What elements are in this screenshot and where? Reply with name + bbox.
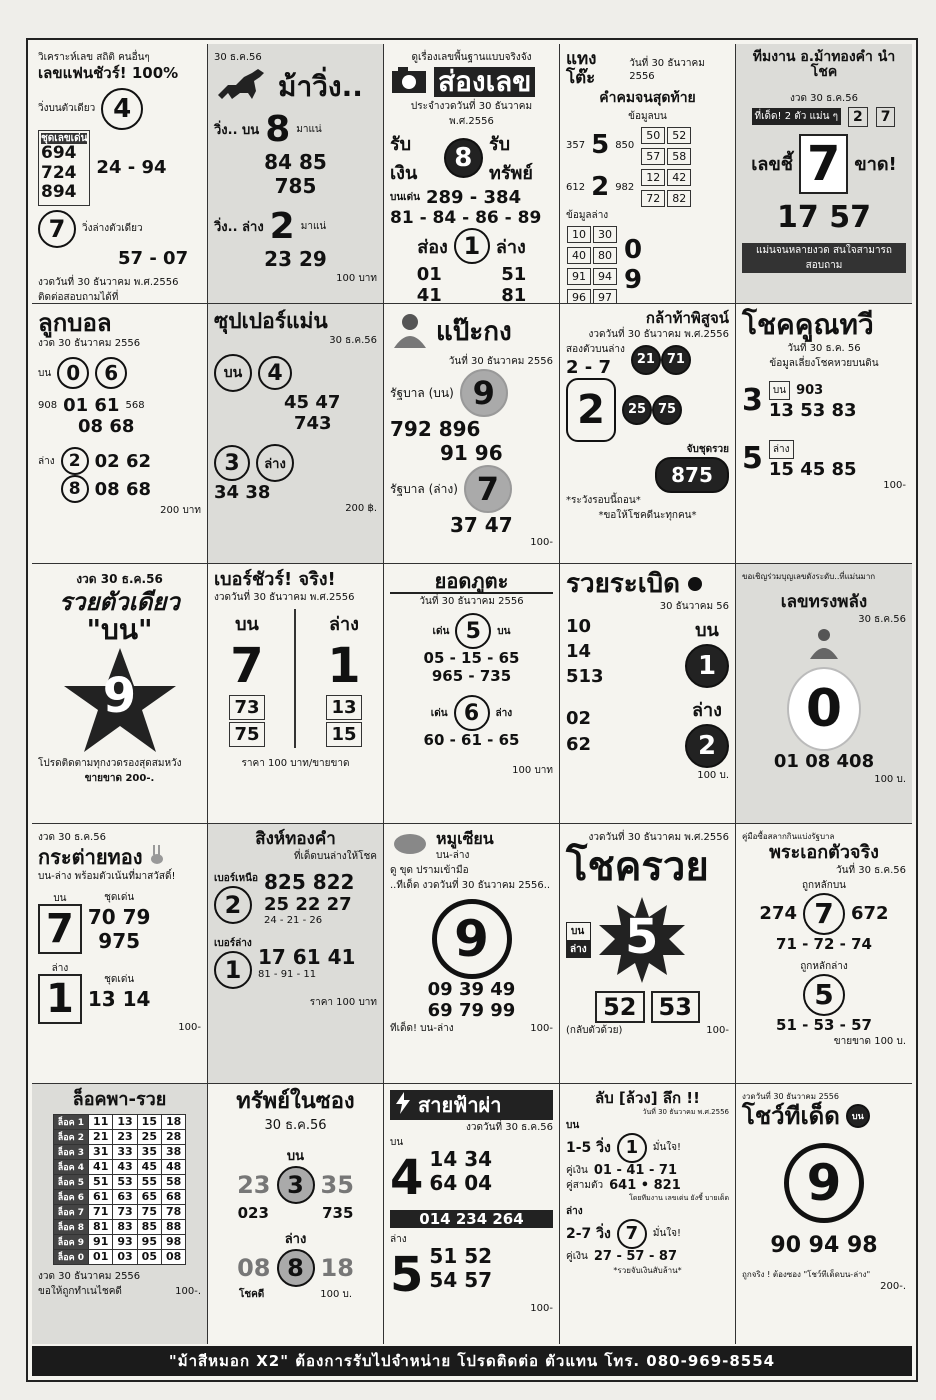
table-cell: 98 (161, 1234, 185, 1249)
card-title: โชคคูณทวี (742, 308, 874, 341)
card-title: สิงห์ทองคำ (255, 829, 336, 849)
label: วิ่งบนตัวเดียว (38, 103, 96, 114)
table-row (53, 1129, 186, 1144)
table-cell: 95 (137, 1234, 161, 1249)
lock-table (53, 1114, 187, 1265)
tip-card-18: หมูเซียน บน-ล่าง ดู ขุด ปรามเข้ามือ ..ทีเด็ด งวดวันที่ 30 ธันวาคม 2556.. 9 09 39 49 69 79 99 ทีเด็ด! บน-ล่าง 100- (384, 824, 560, 1084)
tip-card-14: รวยระเบิด 30 ธันวาคม 56 10 14 513 บน 1 02 62 ล่าง 2 100 บ. (560, 564, 736, 824)
camera-icon (390, 65, 428, 99)
table-cell: 53 (113, 1174, 137, 1189)
table-cell: 35 (137, 1144, 161, 1159)
table-cell: 01 (89, 1249, 113, 1264)
number-circle: 7 (38, 210, 76, 248)
magnifier-label: ล่าง (256, 444, 294, 482)
table-cell: 85 (137, 1219, 161, 1234)
tip-card-7: ซุปเปอร์แม่น 30 ธ.ค.56 บน 4 45 47 743 3 ล่าง 34 38 200 ฿. (208, 304, 384, 564)
number-set: ชุดเลขเด่น 694 724 894 (38, 130, 90, 206)
card-title: ทรัพย์ในซอง (236, 1089, 355, 1114)
pair: 24 - 94 (96, 157, 167, 179)
table-row (53, 1234, 186, 1249)
card-title: สายฟ้าผ่า (418, 1093, 502, 1117)
table-cell: 13 (113, 1114, 137, 1129)
card-title: ทีมงาน อ.ม้าทองคำ นำโชค (752, 49, 896, 81)
table-cell: 18 (161, 1114, 185, 1129)
meditation-icon (804, 627, 844, 667)
tip-card-11: งวด 30 ธ.ค.56 รวยตัวเดียว "บน" 9 โปรดติดตามทุกงวดรองสุดสมหวัง ขายขาด 200-. (32, 564, 208, 824)
table-cell: 15 (137, 1114, 161, 1129)
tip-card-12: เบอร์ชัวร์! จริง! งวดวันที่ 30 ธันวาคม พ.ศ.2556 บน 7 73 75 ล่าง 1 13 15 ราคา 100 บาท/ขายขาด (208, 564, 384, 824)
card-title: เลขทรงพลัง (780, 592, 868, 612)
number-circle: 4 (101, 88, 143, 130)
tip-card-16: งวด 30 ธ.ค.56 กระต่ายทอง บน-ล่าง พร้อมตัวเน้นที่มาสวัสดิ์! บน 7 ชุดเด่น 70 79 975 ล่าง 1 ชุดเด่น 13 14 100- (32, 824, 208, 1084)
card-title: โชครวย (566, 844, 709, 890)
card-title: ล็อคพา-รวย (72, 1089, 167, 1110)
table-row (53, 1159, 186, 1174)
starburst-icon: 5 (597, 895, 687, 985)
table-row (53, 1219, 186, 1234)
table-cell: 33 (113, 1144, 137, 1159)
tip-card-8: แป๊ะกง วันที่ 30 ธันวาคม 2556 รัฐบาล (บน) 9 792 896 91 96 รัฐบาล (ล่าง) 7 37 47 100- (384, 304, 560, 564)
tip-card-5: ทีมงาน อ.ม้าทองคำ นำโชค งวด 30 ธ.ค.56 ที่เด็ด! 2 ตัว แม่น ๆ 2 7 เลขชี้ 7 ขาด! 17 57 แม่นจนหลายงวด สนใจสามารถสอบถาม (736, 44, 912, 304)
table-cell: 41 (89, 1159, 113, 1174)
table-cell: 65 (137, 1189, 161, 1204)
table-row (53, 1204, 186, 1219)
magnifier-label: บน (214, 354, 252, 392)
table-row (53, 1189, 186, 1204)
table-row (53, 1249, 186, 1264)
card-title: กล้าท้าพิสูจน์ (645, 309, 729, 327)
tip-card-4: แทงโต๊ะ วันที่ 30 ธันวาคม 2556 คำคมจนสุดท้าย ข้อมูลบน 357 5 850 50 52 57 58 612 2 982 12 42 72 82 ข้อมูลล่าง 10 30 40 80 91 94 96 97 0 9 (560, 44, 736, 304)
tip-card-9: กล้าท้าพิสูจน์ งวดวันที่ 30 ธันวาคม พ.ศ.2556 สองตัวบนล่าง 2 - 7 21 71 2 25 75 จับชุดรวย 875 *ระวังรอบนี้ถอน* *ขอให้โชคดีนะทุกคน* (560, 304, 736, 564)
card-title: ลูกบอล (38, 309, 112, 337)
card-title: พระเอกตัวจริง (769, 842, 879, 863)
card-title: กระต่ายทอง (38, 845, 143, 869)
card-title: แป๊ะกง (436, 316, 512, 347)
lightning-icon (394, 1092, 412, 1118)
table-cell: 78 (161, 1204, 185, 1219)
table-cell: 61 (89, 1189, 113, 1204)
table-cell: 31 (89, 1144, 113, 1159)
table-cell: 21 (89, 1129, 113, 1144)
card-title: ม้าวิ่ง.. (278, 69, 363, 103)
table-cell: 51 (89, 1174, 113, 1189)
tip-card-13: ยอดภูตะ วันที่ 30 ธันวาคม 2556 เด่น 5 บน 05 - 15 - 65 965 - 735 เด่น 6 ล่าง 60 - 61 - 65 100 บาท (384, 564, 560, 824)
row-label: ล็อค 0 (53, 1249, 88, 1264)
tip-card-23: สายฟ้าผ่า งวดวันที่ 30 ธ.ค.56 บน 4 14 34 64 04 014 234 264 ล่าง 5 51 52 54 57 100- (384, 1084, 560, 1344)
table-cell: 43 (113, 1159, 137, 1174)
lottery-sheet (26, 38, 918, 1382)
rabbit-icon (149, 845, 165, 869)
tip-card-15: ขอเชิญร่วมบุญเลขดังระดับ..ที่แม่นมาก เลขทรงพลัง 30 ธ.ค.56 0 01 08 408 100 บ. (736, 564, 912, 824)
tip-card-25: งวดวันที่ 30 ธันวาคม 2556 โชว์ทีเด็ด บน 9 90 94 98 ถูกจริง ! ต้องซอง "โชว์ทีเด็ดบน-ล่าง" 200-. (742, 1092, 906, 1293)
table-cell: 48 (161, 1159, 185, 1174)
tip-card-20: คู่มือซื้อสลากกินแบ่งรัฐบาล พระเอกตัวจริง วันที่ 30 ธ.ค.56 ถูกหลักบน 274 7 672 71 - 72 - 74 ถูกหลักล่าง 5 51 - 53 - 57 ขายขาด 100 บ. (736, 824, 912, 1084)
row-label: ล็อค 7 (53, 1204, 88, 1219)
table-cell: 08 (161, 1249, 185, 1264)
row-label: ล็อค 6 (53, 1189, 88, 1204)
table-cell: 38 (161, 1144, 185, 1159)
tip-card-21: ล็อคพา-รวย ล็อค 1 11 13 15 18 ล็อค 2 21 23 25 28 ล็อค 3 31 33 35 38 ล็อค 4 41 43 45 48 ล็อค 5 51 53 55 58 ล็อค 6 61 63 65 68 ล็อค 7 71 73 75 78 ล็อค 8 81 83 85 88 ล็อค 9 91 93 95 98 ล็อค 0 01 03 05 08 งวด 30 ธันวาคม 2556 ขอให้ถูกทำเนไชคดี 100-. (32, 1084, 208, 1344)
table-row (53, 1114, 186, 1129)
star-icon: 9 (60, 646, 180, 756)
table-cell: 63 (113, 1189, 137, 1204)
table-row (53, 1174, 186, 1189)
table-cell: 71 (89, 1204, 113, 1219)
tip-card-3: ดูเรื่องเลขพื้นฐานแบบจริงจัง ส่องเลข ประจำงวดวันที่ 30 ธันวาคม พ.ศ.2556 รับเงิน 8 รับทรัพย์ บนเด่น 289 - 384 81 - 84 - 86 - 89 ส่อง 1 ล่าง 01 51 41 81 (384, 44, 560, 304)
card-tag: วิเคราะห์เลข สถิติ คนอื่นๆ (38, 52, 150, 63)
table-cell: 11 (89, 1114, 113, 1129)
table-row (53, 1144, 186, 1159)
table-cell: 91 (89, 1234, 113, 1249)
card-title: โชว์ทีเด็ด (742, 1102, 840, 1130)
table-cell: 05 (137, 1249, 161, 1264)
row-label: ล็อค 4 (53, 1159, 88, 1174)
row-label: ล็อค 9 (53, 1234, 88, 1249)
table-cell: 68 (161, 1189, 185, 1204)
tip-card-19: งวดวันที่ 30 ธันวาคม พ.ศ.2556 โชครวย บน ล่าง 5 52 53 (กลับตัวด้วย) 100- (560, 824, 736, 1084)
tip-card-24: ลับ [ล้วง] ลึก !! วันที่ 30 ธันวาคม พ.ศ.2556 บน 1-5 วิ่ง 1 มั่นใจ! คู่เงิน 01 - 41 - 71 คู่สามตัว 641 • 821 โดยทีมงาน เลขเด่น ยังชี้ บายเด็ด ล่าง 2-7 วิ่ง 7 มั่นใจ! คู่เงิน 27 - 57 - 87 *รวยจับเงินสับล้าน* (560, 1084, 736, 1344)
tip-card-2: 30 ธ.ค.56 ม้าวิ่ง.. วิ่ง.. บน 8 มาแน่ 84 85 785 วิ่ง.. ล่าง 2 มาแน่ 23 29 100 บาท (208, 44, 384, 304)
tip-grid (32, 44, 912, 1344)
pig-icon (390, 830, 430, 862)
table-cell: 03 (113, 1249, 137, 1264)
table-cell: 25 (137, 1129, 161, 1144)
row-label: ล็อค 3 (53, 1144, 88, 1159)
card-title: ลับ [ล้วง] ลึก !! (595, 1089, 700, 1107)
card-title: รวยตัวเดียว (59, 588, 180, 616)
row-label: ล็อค 5 (53, 1174, 88, 1189)
card-title: แทงโต๊ะ (566, 49, 597, 88)
monk-icon (390, 310, 430, 354)
card-title: เบอร์ชัวร์! จริง! (214, 569, 336, 590)
table-cell: 81 (89, 1219, 113, 1234)
tip-card-22: ทรัพย์ในซอง 30 ธ.ค.56 บน 23 3 35 023 735 ล่าง 08 8 18 โชคดี 100 บ. (208, 1084, 384, 1344)
table-cell: 93 (113, 1234, 137, 1249)
tip-card-1: วิเคราะห์เลข สถิติ คนอื่นๆ เลขแฟนชัวร์! 100% วิ่งบนตัวเดียว 4 ชุดเลขเด่น 694 724 894 24 - 94 7 วิ่งล่างตัวเดียว 57 - 07 งวดวันที่ 30 ธันวาคม พ.ศ.2556 ติดต่อสอบถามได้ที่ (32, 44, 208, 304)
table-cell: 28 (161, 1129, 185, 1144)
table-cell: 58 (161, 1174, 185, 1189)
tip-card-6: ลูกบอล งวด 30 ธันวาคม 2556 บน 0 6 908 01 61 568 08 68 ล่าง 2 02 62 8 08 68 200 บาท (32, 304, 208, 564)
card-title: รวยระเบิด (566, 569, 681, 599)
table-cell: 45 (137, 1159, 161, 1174)
card-title: หมูเซียน (436, 829, 494, 848)
tip-card-10: โชคคูณทวี วันที่ 30 ธ.ค. 56 ข้อมูลเลี่ยงโชคหวยบนดิน 3 บน 903 13 53 83 5 ล่าง 15 45 85 100- (736, 304, 912, 564)
table-cell: 88 (161, 1219, 185, 1234)
tip-card-17: สิงห์ทองคำ ที่เด็ดบนล่างให้โชค เบอร์เหนือ 2 825 822 25 22 27 24 - 21 - 26 เบอร์ล่าง 1 17 61 41 81 - 91 - 11 ราคา 100 บาท (208, 824, 384, 1084)
table-cell: 75 (137, 1204, 161, 1219)
card-title: ยอดภูตะ (390, 570, 553, 594)
row-label: ล็อค 8 (53, 1219, 88, 1234)
table-cell: 83 (113, 1219, 137, 1234)
footer-contact: "ม้าสีหมอก X2" ต้องการรับไปจำหน่าย โปรดติดต่อ ตัวแทน โทร. 080-969-8554 (32, 1346, 912, 1376)
card-title: ส่องเลข (434, 67, 535, 98)
card-title: เลขแฟนชัวร์! 100% (38, 64, 179, 82)
row-label: ล็อค 2 (53, 1129, 88, 1144)
table-cell: 23 (113, 1129, 137, 1144)
table-cell: 55 (137, 1174, 161, 1189)
bomb-icon (686, 573, 704, 595)
row-label: ล็อค 1 (53, 1114, 88, 1129)
table-cell: 73 (113, 1204, 137, 1219)
card-title: ซุปเปอร์แม่น (214, 309, 328, 333)
horse-icon (214, 65, 272, 109)
